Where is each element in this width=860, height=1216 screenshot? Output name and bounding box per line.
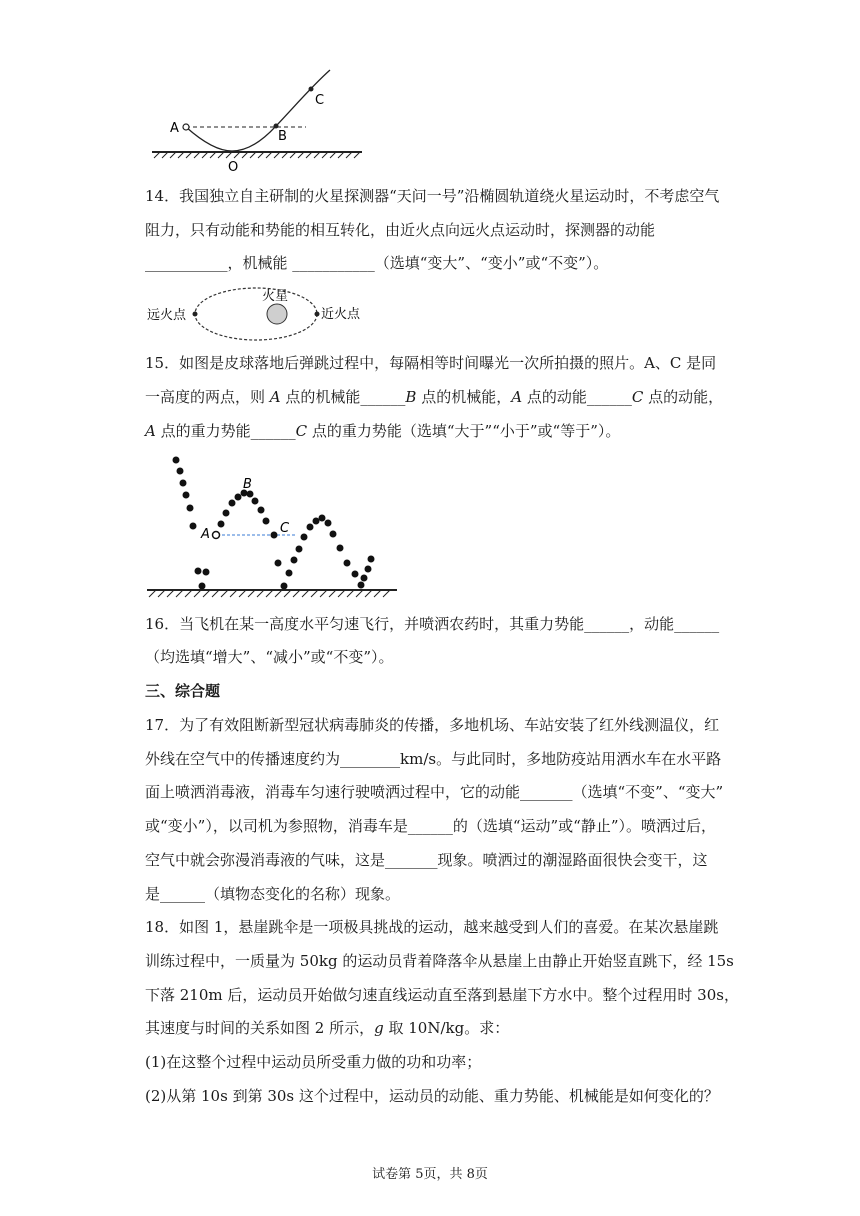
point-c-marker bbox=[309, 87, 314, 92]
q15-text: 点的机械能， bbox=[416, 388, 512, 406]
q15-text: 点的动能______ bbox=[522, 388, 632, 406]
far-point-marker bbox=[193, 312, 198, 317]
label-b: B bbox=[278, 129, 287, 144]
track-figure bbox=[150, 68, 365, 176]
q15-line3 bbox=[145, 421, 620, 441]
q18-sub2: (2)从第 10s 到第 30s 这个过程中，运动员的动能、重力势能、机械能是如何变化的？ bbox=[145, 1087, 719, 1105]
q15-var: A bbox=[511, 388, 523, 406]
q15-text: 点的重力势能（选填“大于”“小于”或“等于”）。 bbox=[307, 422, 621, 440]
q16-line2: （均选填“增大”、“减小”或“不变”）。 bbox=[145, 648, 394, 666]
q17-line3: 面上喷洒消毒液，消毒车匀速行驶喷洒过程中，它的动能_______（选填“不变”、“变大” bbox=[145, 783, 724, 801]
ground-hatch bbox=[152, 152, 362, 158]
label-c: C bbox=[315, 93, 325, 108]
label-c: C bbox=[280, 521, 290, 536]
q17-line1: 17．为了有效阻断新型冠状病毒肺炎的传播，多地机场、车站安装了红外线测温仪，红 bbox=[145, 716, 720, 734]
q18-line2: 训练过程中，一质量为 50kg 的运动员背着降落伞从悬崖上由静止开始竖直跳下，经 15s bbox=[145, 952, 734, 970]
track-curve bbox=[186, 70, 330, 151]
q15-var: C bbox=[631, 388, 644, 406]
q18-line3: 下落 210m 后，运动员开始做匀速直线运动直至落到悬崖下方水中。整个过程用时 30s， bbox=[145, 986, 739, 1004]
ball-dots bbox=[173, 457, 375, 590]
q14-line1: 14．我国独立自主研制的火星探测器“天问一号”沿椭圆轨道绕火星运动时，不考虑空气 bbox=[145, 187, 720, 205]
q15-line2 bbox=[145, 387, 723, 407]
q15-text: 点的重力势能______ bbox=[155, 422, 296, 440]
q15-text: 点的机械能______ bbox=[280, 388, 406, 406]
q15-line1: 15．如图是皮球落地后弹跳过程中，每隔相等时间曝光一次所拍摄的照片。A、C 是同 bbox=[145, 354, 717, 372]
q17-line2: 外线在空气中的传播速度约为________km/s。与此同时，多地防疫站用洒水车在水平路 bbox=[145, 750, 722, 768]
bounce-figure bbox=[145, 452, 400, 604]
q18-line1: 18．如图 1，悬崖跳伞是一项极具挑战的运动，越来越受到人们的喜爱。在某次悬崖跳 bbox=[145, 918, 719, 936]
q15-text: 一高度的两点，则 bbox=[145, 388, 270, 406]
page-footer: 试卷第 5页，共 8页 bbox=[372, 1167, 488, 1182]
mars-label: 火星 bbox=[262, 289, 289, 304]
near-point-marker bbox=[315, 312, 320, 317]
q16-line1: 16．当飞机在某一高度水平匀速飞行，并喷洒农药时，其重力势能______，动能______ bbox=[145, 615, 720, 633]
q14-line2: 阻力，只有动能和势能的相互转化，由近火点向远火点运动时，探测器的动能 bbox=[145, 221, 656, 239]
near-point-label: 近火点 bbox=[321, 307, 361, 322]
q15-var: C bbox=[295, 422, 308, 440]
orbit-ellipse bbox=[195, 288, 317, 340]
q18-var: g bbox=[374, 1019, 384, 1037]
q15-var: A bbox=[145, 422, 156, 440]
q18-text: 其速度与时间的关系如图 2 所示， bbox=[145, 1019, 375, 1037]
q18-text: 取 10N/kg。求： bbox=[383, 1019, 510, 1037]
q17-line4: 或“变小”），以司机为参照物，消毒车是______的（选填“运动”或“静止”）。喷洒过后， bbox=[145, 817, 717, 835]
orbit-figure bbox=[145, 286, 370, 344]
mars-icon bbox=[267, 304, 287, 324]
q18-sub1: (1)在这整个过程中运动员所受重力做的功和功率； bbox=[145, 1053, 482, 1071]
q15-var: B bbox=[405, 388, 417, 406]
q15-var: A bbox=[269, 388, 281, 406]
far-point-label: 远火点 bbox=[147, 308, 187, 323]
label-a: A bbox=[170, 121, 179, 136]
ground-hatch bbox=[147, 590, 397, 597]
label-a: A bbox=[201, 527, 210, 542]
section-title: 三、综合题 bbox=[145, 682, 221, 700]
point-b-marker bbox=[274, 124, 279, 129]
q17-line6: 是______（填物态变化的名称）现象。 bbox=[145, 885, 401, 903]
label-b: B bbox=[243, 477, 252, 492]
label-o: O bbox=[228, 160, 239, 175]
point-a-marker bbox=[183, 124, 189, 130]
q18-line4 bbox=[145, 1018, 509, 1038]
q15-text: 点的动能， bbox=[643, 388, 724, 406]
q14-line3: ___________，机械能 ___________（选填“变大”、“变小”或“不变”）。 bbox=[145, 254, 609, 272]
q17-line5: 空气中就会弥漫消毒液的气味，这是_______现象。喷洒过的潮湿路面很快会变干，这 bbox=[145, 851, 708, 869]
